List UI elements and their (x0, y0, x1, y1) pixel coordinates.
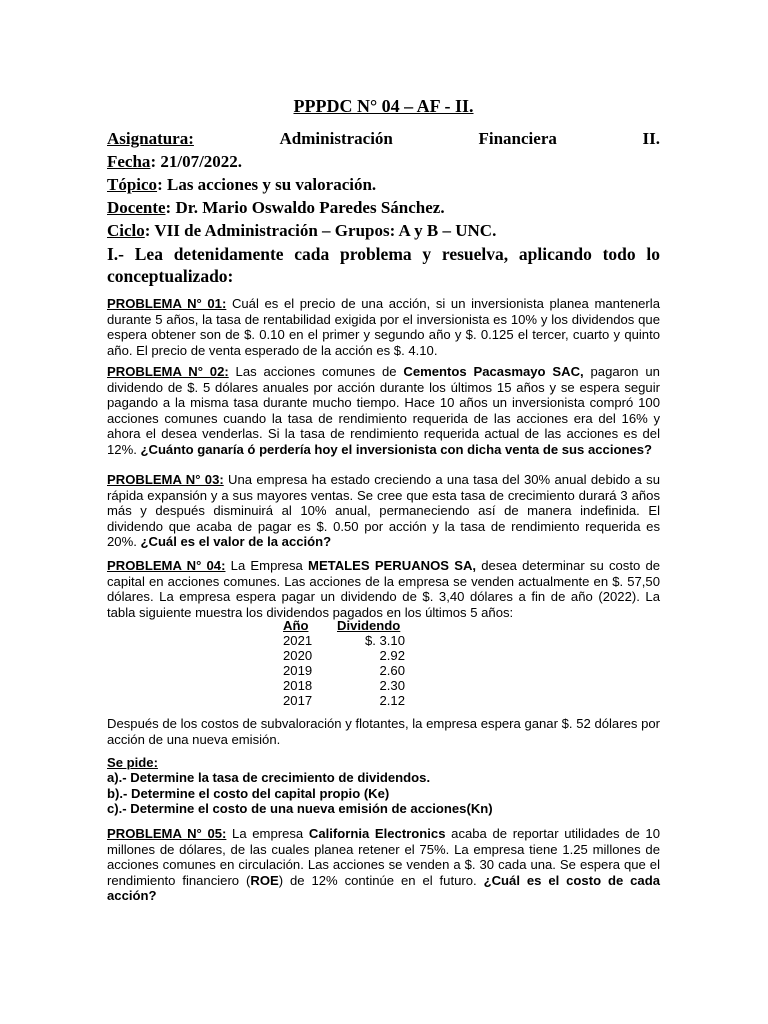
dividend-cell: 2.12 (379, 693, 405, 709)
se-pide-block (107, 755, 660, 817)
se-pide-label: Se pide: (107, 755, 158, 770)
se-pide-item-a: a).- Determine la tasa de crecimiento de dividendos. (107, 770, 431, 786)
ciclo-row (107, 219, 660, 242)
problem-05-roe: ROE (250, 872, 279, 888)
header-year: Año (283, 618, 309, 633)
asignatura-label: Asignatura: (107, 129, 194, 148)
problem-05-company: California Electronics (308, 826, 446, 841)
problem-05-text-1: La empresa (226, 826, 309, 841)
se-pide-item-c: c).- Determine el costo de una nueva emisión de acciones(Kn) (107, 801, 493, 817)
table-row (283, 693, 407, 708)
problem-05-text-3: ) de 12% continúe en el futuro. (278, 872, 484, 888)
problem-01-label: PROBLEMA N° 01: (107, 296, 227, 311)
problem-03-text: Una empresa ha estado creciendo a una tasa del 30% anual debido a su rápida expansión y a sus mayores ventas. Se cree que esta tasa de crecimiento durará 3 años más y después disminuirá al 10% anual, permaneciendo así de manera indefinida. El dividendo que acaba de pagar es $. 0.50 por acción y la tasa de rendimiento requerida es 20%. (107, 472, 660, 550)
problem-05-question: ¿Cuál es el costo de cada acción? (107, 872, 660, 904)
problem-03 (107, 472, 660, 550)
asignatura-word-2: Financiera (478, 129, 557, 148)
year-cell: 2017 (283, 693, 313, 709)
asignatura-row (107, 127, 660, 150)
dividend-table-header (283, 618, 407, 633)
table-row (283, 678, 407, 693)
problem-02-text-2: pagaron un dividendo de $. 5 dólares anuales por acción durante los últimos 15 años y se espera seguir pagando a la misma tasa durante mucho tiempo. Hace 10 años un inversionista compró 100 acciones comunes cuando la tasa de rendimiento requerida de las acciones era del 16% y ahora el desea venderlas. Si la tasa de rendimiento requerida actual de las acciones es del 12%. (107, 364, 660, 457)
year-cell: 2019 (283, 663, 313, 679)
dividend-cell: 2.30 (379, 678, 405, 694)
fecha-value: : 21/07/2022. (150, 152, 243, 171)
fecha-label: Fecha (107, 152, 151, 171)
problem-02-label: PROBLEMA N° 02: (107, 364, 229, 379)
asignatura-word-1: Administración (279, 129, 393, 148)
dividend-cell: $. 3.10 (364, 633, 405, 649)
problem-05-label: PROBLEMA N° 05: (107, 826, 227, 841)
problem-02-company: Cementos Pacasmayo SAC, (403, 364, 584, 379)
docente-row (107, 196, 660, 219)
asignatura-word-3: II. (642, 129, 660, 148)
dividend-cell: 2.60 (379, 663, 405, 679)
title-text: PPPDC N° 04 – AF - II. (293, 96, 474, 116)
dividend-cell: 2.92 (379, 648, 405, 664)
problem-04-text-2: desea determinar su costo de capital en acciones comunes. Las acciones de la empresa se venden actualmente en $. 57,50 dólares. La empresa espera pagar un dividendo de $. 3,40 dólares a fin de año (2022). La tabla siguiente muestra los dividendos pagados en los últimos 5 años: (107, 558, 661, 620)
topico-value: : Las acciones y su valoración. (157, 175, 377, 194)
problem-04-after: Después de los costos de subvaloración y flotantes, la empresa espera ganar $. 52 dólares por acción de una nueva emisión. (107, 716, 660, 747)
se-pide-item-b: b).- Determine el costo del capital propio (Ke) (107, 785, 390, 801)
document-title (107, 96, 660, 117)
year-cell: 2021 (283, 633, 313, 649)
year-cell: 2018 (283, 678, 313, 694)
problem-04-company: METALES PERUANOS SA, (308, 558, 477, 573)
year-cell: 2020 (283, 648, 313, 664)
problem-02 (107, 364, 660, 458)
topico-row (107, 173, 660, 196)
table-row (283, 633, 407, 648)
problem-02-question: ¿Cuánto ganaría ó perdería hoy el inversionista con dicha venta de sus acciones? (140, 441, 653, 457)
problem-02-text-1: Las acciones comunes de (228, 364, 404, 379)
docente-label: Docente (107, 198, 166, 217)
ciclo-value: : VII de Administración – Grupos: A y B – UNC. (144, 221, 497, 240)
problem-04-label: PROBLEMA N° 04: (107, 558, 226, 573)
problem-03-label: PROBLEMA N° 03: (107, 472, 224, 487)
problem-04 (107, 558, 660, 620)
table-row (283, 648, 407, 663)
problem-05 (107, 826, 660, 904)
topico-label: Tópico (107, 175, 158, 194)
header-dividend: Dividendo (337, 618, 401, 633)
problem-01 (107, 296, 660, 358)
instructions: I.- Lea detenidamente cada problema y resuelva, aplicando todo lo conceptualizado: (107, 244, 660, 286)
ciclo-label: Ciclo (107, 221, 145, 240)
docente-value: : Dr. Mario Oswaldo Paredes Sánchez. (165, 198, 445, 217)
dividend-table (283, 618, 407, 709)
problem-04-text-1: La Empresa (225, 558, 309, 573)
table-row (283, 663, 407, 678)
fecha-row (107, 150, 660, 173)
problem-01-text: Cuál es el precio de una acción, si un inversionista planea mantenerla durante 5 años, la tasa de rentabilidad exigida por el inversionista es 10% y los dividendos que espera obtener son de $. 0.10 en el primer y segundo año y $. 0.125 el tercer, cuarto y quinto año. El precio de venta esperado de la acción es $. 4.10. (107, 296, 660, 358)
course-info (107, 127, 660, 242)
problem-05-text-2: acaba de reportar utilidades de 10 millones de dólares, de las cuales planea retener el 75%. La empresa tiene 1.25 millones de acciones comunes en circulación. Las acciones se venden a $. 30 cada una. Se espera que el rendimiento financiero ( (107, 826, 660, 888)
problem-03-question: ¿Cuál es el valor de la acción? (140, 534, 332, 550)
